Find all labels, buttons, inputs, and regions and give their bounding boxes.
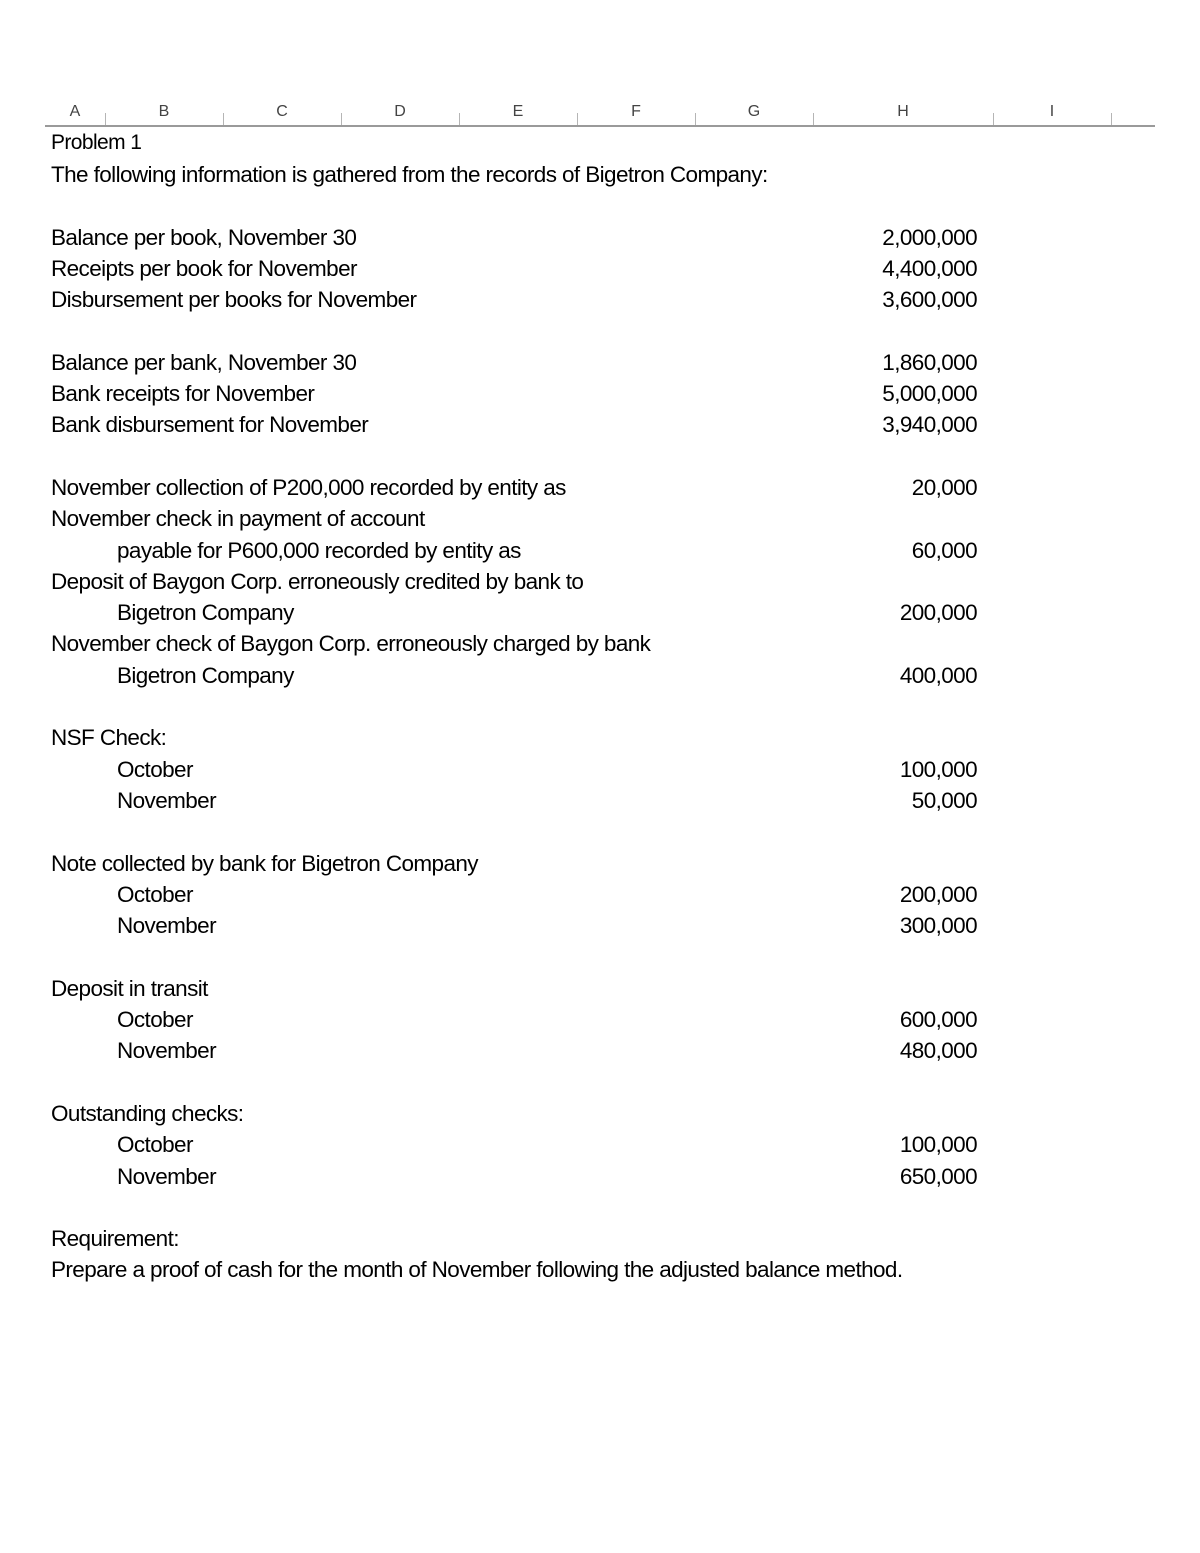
- item-label: Disbursement per books for November: [51, 287, 417, 313]
- item-label: payable for P600,000 recorded by entity as: [117, 537, 521, 563]
- item-label: November: [117, 913, 216, 939]
- blank-row: [51, 315, 1151, 346]
- blank-row: [51, 691, 1151, 722]
- blank-row: [51, 1067, 1151, 1098]
- item-amount: 100,000: [899, 1132, 977, 1158]
- item-amount: 20,000: [911, 474, 977, 500]
- section-heading: Note collected by bank for Bigetron Company: [51, 850, 478, 876]
- table-row: [51, 785, 1151, 816]
- section-heading-row: [51, 722, 1151, 753]
- item-amount: 480,000: [899, 1038, 977, 1064]
- column-header-i[interactable]: I: [993, 113, 1112, 125]
- column-header-c[interactable]: C: [223, 113, 342, 125]
- item-label: November check of Baygon Corp. erroneously charged by bank: [51, 631, 651, 657]
- item-label: November check in payment of account: [51, 506, 425, 532]
- item-label: November collection of P200,000 recorded by entity as: [51, 474, 566, 500]
- column-header-h[interactable]: H: [813, 113, 994, 125]
- table-row: [51, 409, 1151, 440]
- table-row: [51, 535, 1151, 566]
- item-amount: 50,000: [911, 787, 977, 813]
- column-header-f[interactable]: F: [577, 113, 696, 125]
- item-amount: 400,000: [899, 662, 977, 688]
- requirement-text-row: [51, 1254, 1151, 1285]
- item-amount: 60,000: [911, 537, 977, 563]
- table-row: [51, 503, 1151, 534]
- item-label: Receipts per book for November: [51, 255, 357, 281]
- table-row: [51, 253, 1151, 284]
- blank-row: [51, 441, 1151, 472]
- column-header-b[interactable]: B: [105, 113, 224, 125]
- table-row: [51, 347, 1151, 378]
- section-heading-row: [51, 973, 1151, 1004]
- item-label: November: [117, 1038, 216, 1064]
- item-label: Bigetron Company: [117, 662, 294, 688]
- intro-row: [51, 159, 1151, 190]
- table-row: [51, 378, 1151, 409]
- table-row: [51, 566, 1151, 597]
- table-row: [51, 222, 1151, 253]
- blank-row: [51, 1192, 1151, 1223]
- item-amount: 100,000: [899, 756, 977, 782]
- item-amount: 200,000: [899, 600, 977, 626]
- section-heading: Deposit in transit: [51, 975, 208, 1001]
- item-amount: 2,000,000: [882, 224, 977, 250]
- item-label: October: [117, 881, 193, 907]
- item-amount: 600,000: [899, 1007, 977, 1033]
- item-amount: 3,940,000: [882, 412, 977, 438]
- table-row: [51, 1004, 1151, 1035]
- worksheet: [51, 126, 1151, 1286]
- requirement-heading-row: [51, 1223, 1151, 1254]
- item-label: Bigetron Company: [117, 600, 294, 626]
- blank-row: [51, 941, 1151, 972]
- item-amount: 200,000: [899, 881, 977, 907]
- item-amount: 1,860,000: [882, 349, 977, 375]
- column-header-g[interactable]: G: [695, 113, 814, 125]
- table-row: [51, 1035, 1151, 1066]
- item-label: Bank receipts for November: [51, 381, 315, 407]
- item-label: October: [117, 756, 193, 782]
- item-label: November: [117, 787, 216, 813]
- table-row: [51, 628, 1151, 659]
- section-heading-row: [51, 1098, 1151, 1129]
- table-row: [51, 284, 1151, 315]
- item-label: October: [117, 1007, 193, 1033]
- table-row: [51, 1129, 1151, 1160]
- item-amount: 5,000,000: [882, 381, 977, 407]
- item-amount: 650,000: [899, 1163, 977, 1189]
- section-heading: Outstanding checks:: [51, 1100, 244, 1126]
- column-header-a[interactable]: A: [45, 113, 106, 125]
- item-amount: 300,000: [899, 913, 977, 939]
- table-row: [51, 597, 1151, 628]
- item-label: November: [117, 1163, 216, 1189]
- table-row: [51, 879, 1151, 910]
- section-heading-row: [51, 848, 1151, 879]
- table-row: [51, 1161, 1151, 1192]
- problem-title-row: [51, 126, 1151, 159]
- problem-title: Problem 1: [51, 131, 142, 154]
- table-row: [51, 660, 1151, 691]
- requirement-heading: Requirement:: [51, 1226, 179, 1252]
- table-row: [51, 472, 1151, 503]
- blank-row: [51, 816, 1151, 847]
- item-amount: 3,600,000: [882, 287, 977, 313]
- column-header-e[interactable]: E: [459, 113, 578, 125]
- column-header-row: [45, 103, 1155, 127]
- table-row: [51, 754, 1151, 785]
- item-label: Bank disbursement for November: [51, 412, 369, 438]
- item-label: Balance per bank, November 30: [51, 349, 357, 375]
- intro-text: The following information is gathered from the records of Bigetron Company:: [51, 162, 768, 187]
- item-label: Balance per book, November 30: [51, 224, 357, 250]
- section-heading: NSF Check:: [51, 725, 167, 751]
- item-label: October: [117, 1132, 193, 1158]
- table-row: [51, 910, 1151, 941]
- blank-row: [51, 190, 1151, 221]
- item-label: Deposit of Baygon Corp. erroneously credited by bank to: [51, 568, 584, 594]
- requirement-text: Prepare a proof of cash for the month of November following the adjusted balance method.: [51, 1257, 903, 1283]
- item-amount: 4,400,000: [882, 255, 977, 281]
- column-header-d[interactable]: D: [341, 113, 460, 125]
